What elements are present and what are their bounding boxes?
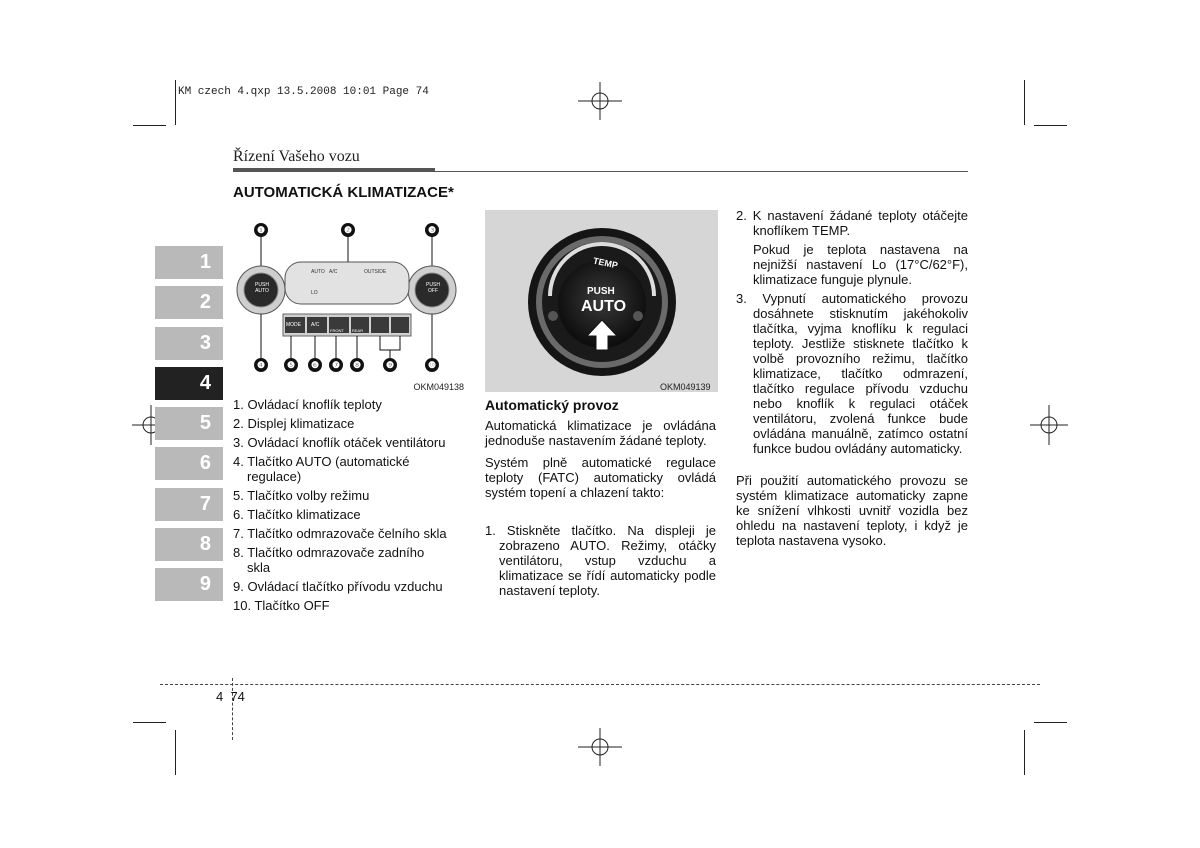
list-item-continuation: regulace) — [247, 469, 302, 484]
column-3 — [736, 208, 968, 548]
chapter-tab-8[interactable]: 8 — [155, 528, 223, 561]
chapter-tab-2[interactable]: 2 — [155, 286, 223, 319]
display-lo: LO — [311, 290, 318, 296]
callout-8: ❽ — [350, 358, 364, 372]
list-item: 6. Tlačítko klimatizace — [233, 507, 361, 522]
rear-defrost-button: REAR — [352, 328, 364, 333]
auto-knob-figure — [485, 210, 718, 392]
step-2-note: Pokud je teplota nastavena na nejnižší nastavení Lo (17°C/62°F), klimatizace funguje plynule. — [753, 242, 968, 287]
page-number: 4 74 — [216, 689, 245, 704]
section-title: Řízení Vašeho vozu — [233, 148, 360, 165]
display-ac: A/C — [329, 269, 338, 275]
mode-button: MODE — [286, 322, 301, 328]
list-item: 1. Ovládací knoflík teploty — [233, 397, 382, 412]
callout-5: ❺ — [284, 358, 298, 372]
callout-10: ❿ — [425, 358, 439, 372]
callout-1: ❶ — [254, 223, 268, 237]
column-2 — [485, 397, 716, 598]
display-auto: AUTO — [311, 269, 325, 275]
crop-mark — [1024, 80, 1025, 125]
print-header: KM czech 4.qxp 13.5.2008 10:01 Page 74 — [178, 86, 429, 98]
chapter-tab-7[interactable]: 7 — [155, 488, 223, 521]
list-item: 2. Displej klimatizace — [233, 416, 355, 431]
list-item: 7. Tlačítko odmrazovače čelního skla — [233, 526, 447, 541]
knob-push-label: PUSH — [587, 286, 615, 297]
step-2: 2. K nastavení žádané teploty otáčejte knoflíkem TEMP. — [736, 208, 968, 238]
callout-6: ❻ — [308, 358, 322, 372]
chapter-tab-3[interactable]: 3 — [155, 327, 223, 360]
callout-3: ❸ — [425, 223, 439, 237]
crop-mark — [1034, 722, 1067, 723]
callout-7: ❼ — [329, 358, 343, 372]
knob-auto-label: AUTO — [581, 298, 627, 315]
chapter-tab-5[interactable]: 5 — [155, 407, 223, 440]
registration-mark-right — [1030, 405, 1068, 445]
registration-mark-bottom — [578, 728, 622, 766]
page-heading: AUTOMATICKÁ KLIMATIZACE* — [233, 184, 454, 201]
list-item: 3. Ovládací knoflík otáček ventilátoru — [233, 435, 446, 450]
header-rule — [435, 171, 968, 172]
list-item-continuation: skla — [247, 560, 271, 575]
control-panel-figure — [233, 210, 466, 392]
front-defrost-button: FRONT — [330, 328, 344, 333]
chapter-tab-1[interactable]: 1 — [155, 246, 223, 279]
step-1: 1. Stiskněte tlačítko. Na displeji je zobrazeno AUTO. Režimy, otáčky ventilátoru, vstup vzduchu a klimatizace se řídí automaticky podle nastavení teploty. — [485, 523, 716, 598]
crop-mark — [1034, 125, 1067, 126]
paragraph: Automatická klimatizace je ovládána jednoduše nastavením žádané teploty. — [485, 418, 716, 448]
list-item: 8. Tlačítko odmrazovače zadního — [233, 545, 425, 560]
temp-ring-label: TEMP — [592, 255, 619, 271]
right-knob-label: PUSH OFF — [426, 282, 440, 294]
paragraph: Systém plně automatické regulace teploty (FATC) automaticky ovládá systém topení a chlazení takto: — [485, 455, 716, 500]
paragraph: Při použití automatického provozu se systém klimatizace automaticky zapne ke snížení vlhkosti uvnitř vozidla bez ohledu na nastavení teploty, i když je teplota nastavena vysoko. — [736, 473, 968, 548]
footer-divider — [232, 678, 233, 740]
list-item: 9. Ovládací tlačítko přívodu vzduchu — [233, 579, 443, 594]
crop-mark — [133, 125, 166, 126]
header-bar — [233, 168, 435, 172]
list-item: 4. Tlačítko AUTO (automatické — [233, 454, 410, 469]
chapter-tab-4[interactable]: 4 — [155, 367, 223, 400]
chapter-tab-9[interactable]: 9 — [155, 568, 223, 601]
chapter-tab-6[interactable]: 6 — [155, 447, 223, 480]
crop-mark — [175, 730, 176, 775]
parts-list — [233, 397, 473, 617]
crop-mark — [133, 722, 166, 723]
subheading: Automatický provoz — [485, 397, 619, 413]
crop-mark — [175, 80, 176, 125]
footer-rule — [160, 684, 1040, 685]
display-outside: OUTSIDE — [364, 269, 387, 275]
callout-9: ❾ — [383, 358, 397, 372]
ac-button: A/C — [311, 322, 320, 328]
step-3: 3. Vypnutí automatického provozu dosáhnete stisknutím jakéhokoliv tlačítka, vyjma knoflíku k regulaci teploty. Jestliže stisknete tlačítko k volbě provozního režimu, tlačítko klimatizace, tlačítko odmrazení, tlačítko regulace přívodu vzduchu nebo knoflík k regulaci otáček ventilátoru, zvolená funkce bude ovládána manuálně, zatímco ostatní funkce budou ovládány automaticky. — [736, 291, 968, 456]
list-item: 5. Tlačítko volby režimu — [233, 488, 370, 503]
figure1-code: OKM049138 — [413, 382, 464, 392]
figure2-code: OKM049139 — [660, 382, 711, 392]
callout-2: ❷ — [341, 223, 355, 237]
registration-mark-top — [578, 82, 622, 120]
list-item: 10. Tlačítko OFF — [233, 598, 330, 613]
callout-4: ❹ — [254, 358, 268, 372]
left-knob-label: PUSH AUTO — [255, 282, 269, 294]
crop-mark — [1024, 730, 1025, 775]
